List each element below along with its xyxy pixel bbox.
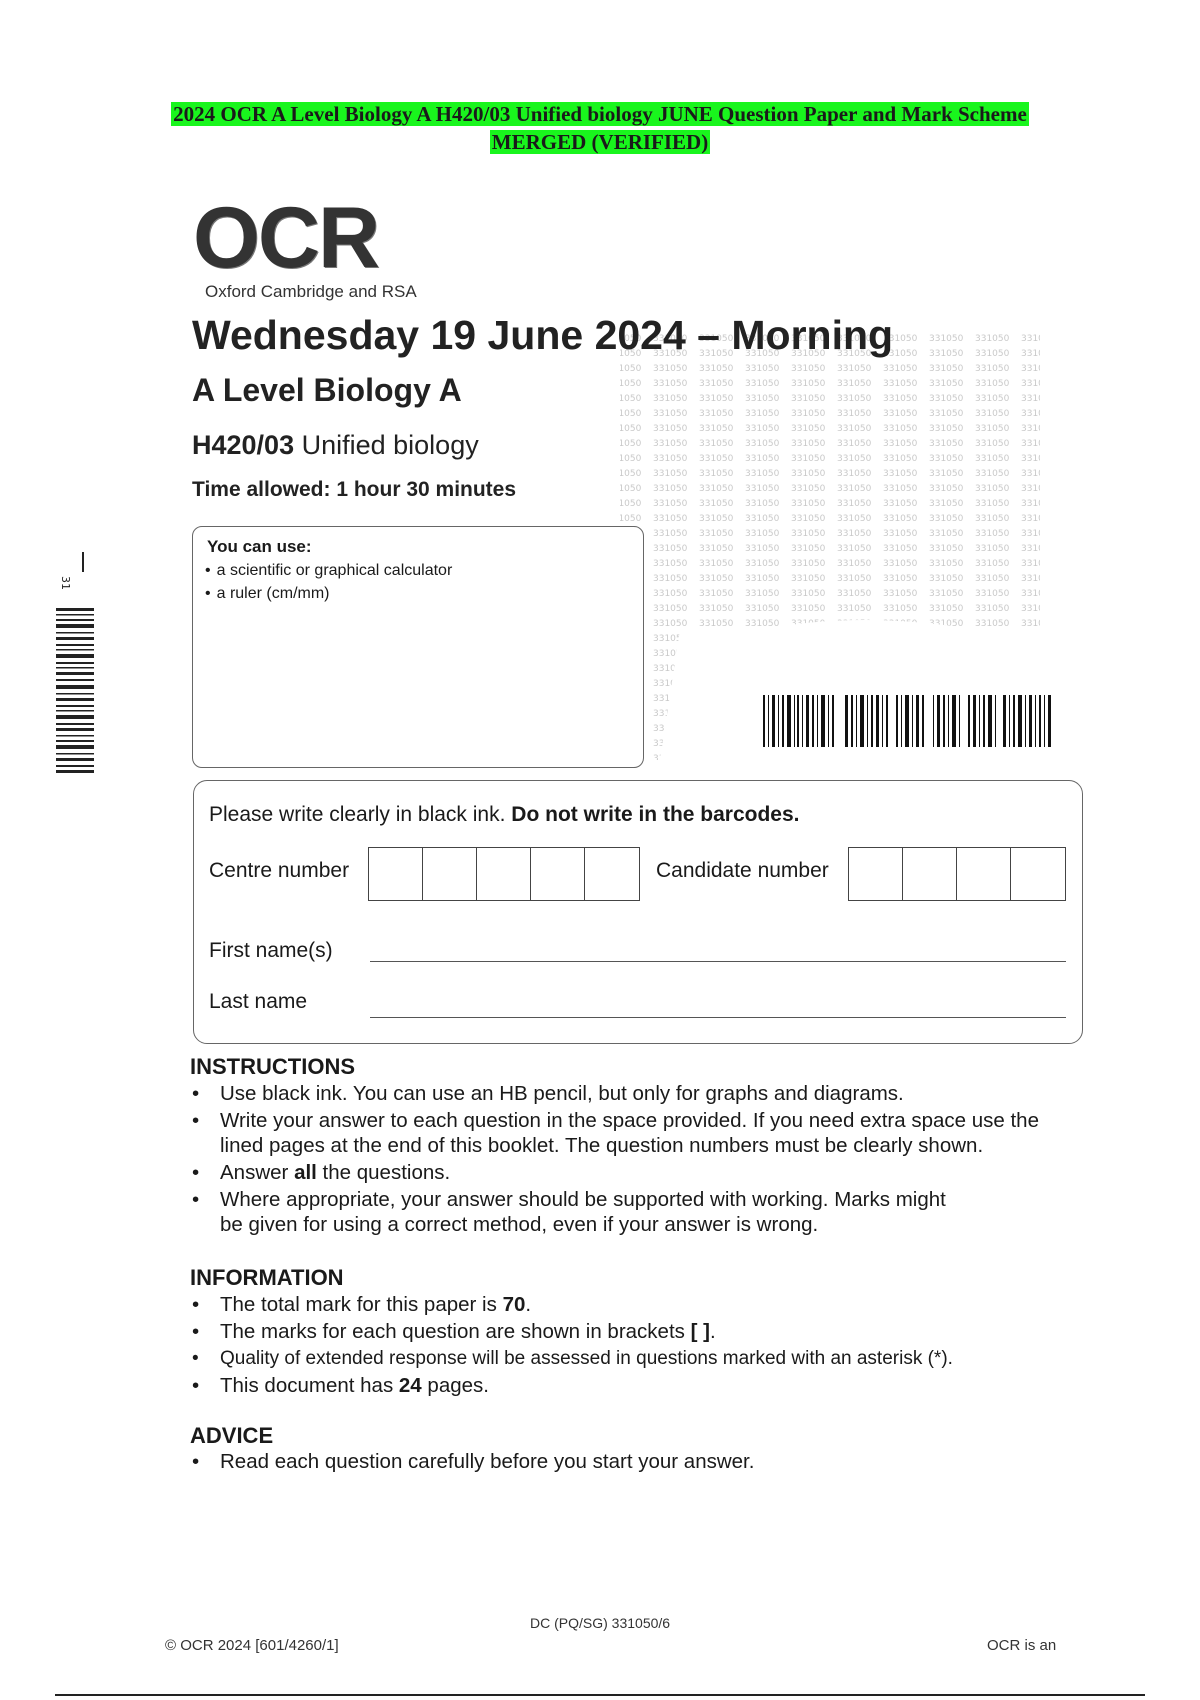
document-code: DC (PQ/SG) 331050/6 <box>530 1615 671 1631</box>
unit-name: Unified biology <box>301 430 479 460</box>
ocr-logo <box>193 190 417 302</box>
information-item: • This document has 24 pages. <box>190 1373 1090 1398</box>
last-name-field[interactable] <box>370 1017 1066 1018</box>
exam-date-title: Wednesday 19 June 2024 – Morning <box>192 312 894 358</box>
logo-letters: OCR <box>193 190 379 286</box>
centre-number-label: Centre number <box>209 859 350 882</box>
equipment-item: • a scientific or graphical calculator <box>205 559 452 582</box>
side-barcode <box>52 552 98 782</box>
candidate-digit-box[interactable] <box>957 848 1011 900</box>
candidate-digit-box[interactable] <box>849 848 903 900</box>
unit-code: H420/03 <box>192 430 295 460</box>
bottom-divider <box>55 1694 1145 1696</box>
ink-notice <box>209 803 800 827</box>
information-item: • The marks for each question are shown in brackets [ ]. <box>190 1319 1090 1344</box>
banner-line-2: MERGED (VERIFIED) <box>491 130 709 154</box>
instructions-list <box>190 1081 1090 1239</box>
information-heading: INFORMATION <box>190 1265 344 1290</box>
information-list <box>190 1292 1090 1400</box>
logo-subtitle: Oxford Cambridge and RSA <box>205 282 417 301</box>
you-can-use-box <box>192 526 644 768</box>
copyright-notice: © OCR 2024 [601/4260/1] <box>165 1637 339 1654</box>
last-name-label: Last name <box>209 990 308 1013</box>
advice-list <box>190 1449 1090 1476</box>
candidate-details-box <box>193 780 1083 1044</box>
candidate-digit-box[interactable] <box>903 848 957 900</box>
centre-digit-box[interactable] <box>531 848 585 900</box>
centre-digit-box[interactable] <box>369 848 423 900</box>
footer-ocr-note: OCR is an <box>987 1637 1057 1654</box>
time-value: 1 hour 30 minutes <box>336 478 517 501</box>
time-label: Time allowed: <box>192 478 331 501</box>
advice-item: • Read each question carefully before you start your answer. <box>190 1449 1090 1474</box>
instruction-item: • Answer all the questions. <box>190 1160 1090 1185</box>
information-item: • The total mark for this paper is 70. <box>190 1292 1090 1317</box>
first-name-field[interactable] <box>370 961 1066 962</box>
instruction-item: • Where appropriate, your answer should be supported with working. Marks might be given for using a correct method, even if your answer is wrong. <box>190 1187 960 1237</box>
centre-number-grid[interactable] <box>368 847 640 901</box>
instructions-heading: INSTRUCTIONS <box>190 1054 355 1079</box>
advice-heading: ADVICE <box>190 1423 274 1448</box>
candidate-number-label: Candidate number <box>656 859 829 882</box>
time-allowed <box>192 478 516 502</box>
barcode-warning: Do not write in the barcodes. <box>511 803 800 826</box>
side-code-text: 31 <box>59 576 72 590</box>
information-item: • Quality of extended response will be assessed in questions marked with an asterisk (*). <box>190 1346 1090 1371</box>
equipment-item: • a ruler (cm/mm) <box>205 582 452 605</box>
you-can-use-heading: You can use: <box>207 537 312 556</box>
centre-digit-box[interactable] <box>477 848 531 900</box>
candidate-barcode <box>763 695 1053 755</box>
first-name-label: First name(s) <box>209 939 333 962</box>
banner-line-1: 2024 OCR A Level Biology A H420/03 Unified biology JUNE Question Paper and Mark Scheme <box>173 102 1027 126</box>
exam-subject: A Level Biology A <box>192 372 462 408</box>
ink-notice-text: Please write clearly in black ink. <box>209 803 506 826</box>
candidate-number-grid[interactable] <box>848 847 1066 901</box>
centre-digit-box[interactable] <box>585 848 639 900</box>
instruction-item: • Write your answer to each question in the space provided. If you need extra space use the lined pages at the end of this booklet. The question numbers must be clearly shown. <box>190 1108 1080 1158</box>
exam-unit <box>192 430 479 461</box>
candidate-digit-box[interactable] <box>1011 848 1065 900</box>
centre-digit-box[interactable] <box>423 848 477 900</box>
document-title-banner <box>40 100 1160 156</box>
instruction-item: • Use black ink. You can use an HB pencil, but only for graphs and diagrams. <box>190 1081 1090 1106</box>
